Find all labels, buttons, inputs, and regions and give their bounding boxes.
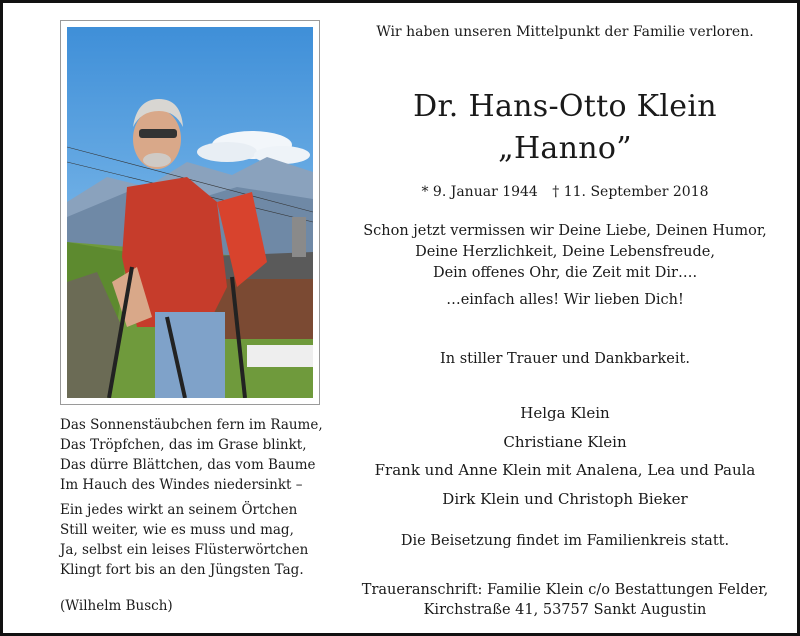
birth-date: * 9. Januar 1944 bbox=[421, 184, 538, 200]
poem-line: Das dürre Blättchen, das vom Baume bbox=[60, 457, 316, 473]
closing-line: …einfach alles! Wir lieben Dich! bbox=[446, 292, 684, 308]
family-member: Helga Klein bbox=[520, 404, 610, 422]
poem-line: Das Sonnenstäubchen fern im Raume, bbox=[60, 417, 323, 433]
poem-line: Ein jedes wirkt an seinem Örtchen bbox=[60, 502, 298, 518]
poem-line: Klingt fort bis an den Jüngsten Tag. bbox=[60, 562, 304, 578]
farewell-message bbox=[353, 221, 777, 284]
mourning-address bbox=[353, 580, 777, 620]
family-member: Dirk Klein und Christoph Bieker bbox=[442, 489, 688, 508]
address-line: Traueranschrift: Familie Klein c/o Bestattungen Felder, bbox=[361, 582, 769, 598]
intro-text: Wir haben unseren Mittelpunkt der Familie verloren. bbox=[376, 24, 754, 40]
poem-line: Das Tröpfchen, das im Grase blinkt, bbox=[60, 437, 307, 453]
photo-frame bbox=[60, 20, 320, 405]
deceased-name: Dr. Hans-Otto Klein bbox=[413, 89, 717, 124]
address-line: Kirchstraße 41, 53757 Sankt Augustin bbox=[423, 602, 707, 618]
poem-author: (Wilhelm Busch) bbox=[60, 598, 173, 614]
message-line: Deine Herzlichkeit, Deine Lebensfreude, bbox=[415, 244, 715, 260]
poem-line: Ja, selbst ein leises Flüsterwörtchen bbox=[60, 542, 309, 558]
family-member: Frank und Anne Klein mit Analena, Lea und Paula bbox=[374, 461, 756, 479]
message-line: Schon jetzt vermissen wir Deine Liebe, Deinen Humor, bbox=[363, 223, 767, 239]
poem-line: Still weiter, wie es muss und mag, bbox=[60, 522, 294, 538]
mourning-line: In stiller Trauer und Dankbarkeit. bbox=[440, 351, 690, 367]
message-line: Dein offenes Ohr, die Zeit mit Dir…. bbox=[432, 265, 698, 281]
poem-stanza-1 bbox=[60, 415, 350, 495]
funeral-notice: Die Beisetzung findet im Familienkreis statt. bbox=[400, 533, 730, 549]
deceased-nickname: „Hanno” bbox=[498, 131, 632, 166]
portrait-photo bbox=[67, 27, 313, 398]
life-dates bbox=[353, 184, 777, 200]
poem-line: Im Hauch des Windes niedersinkt – bbox=[60, 477, 303, 493]
family-member: Christiane Klein bbox=[503, 432, 627, 451]
poem-stanza-2 bbox=[60, 500, 350, 580]
death-date: † 11. September 2018 bbox=[552, 184, 709, 200]
family-list bbox=[353, 399, 777, 513]
